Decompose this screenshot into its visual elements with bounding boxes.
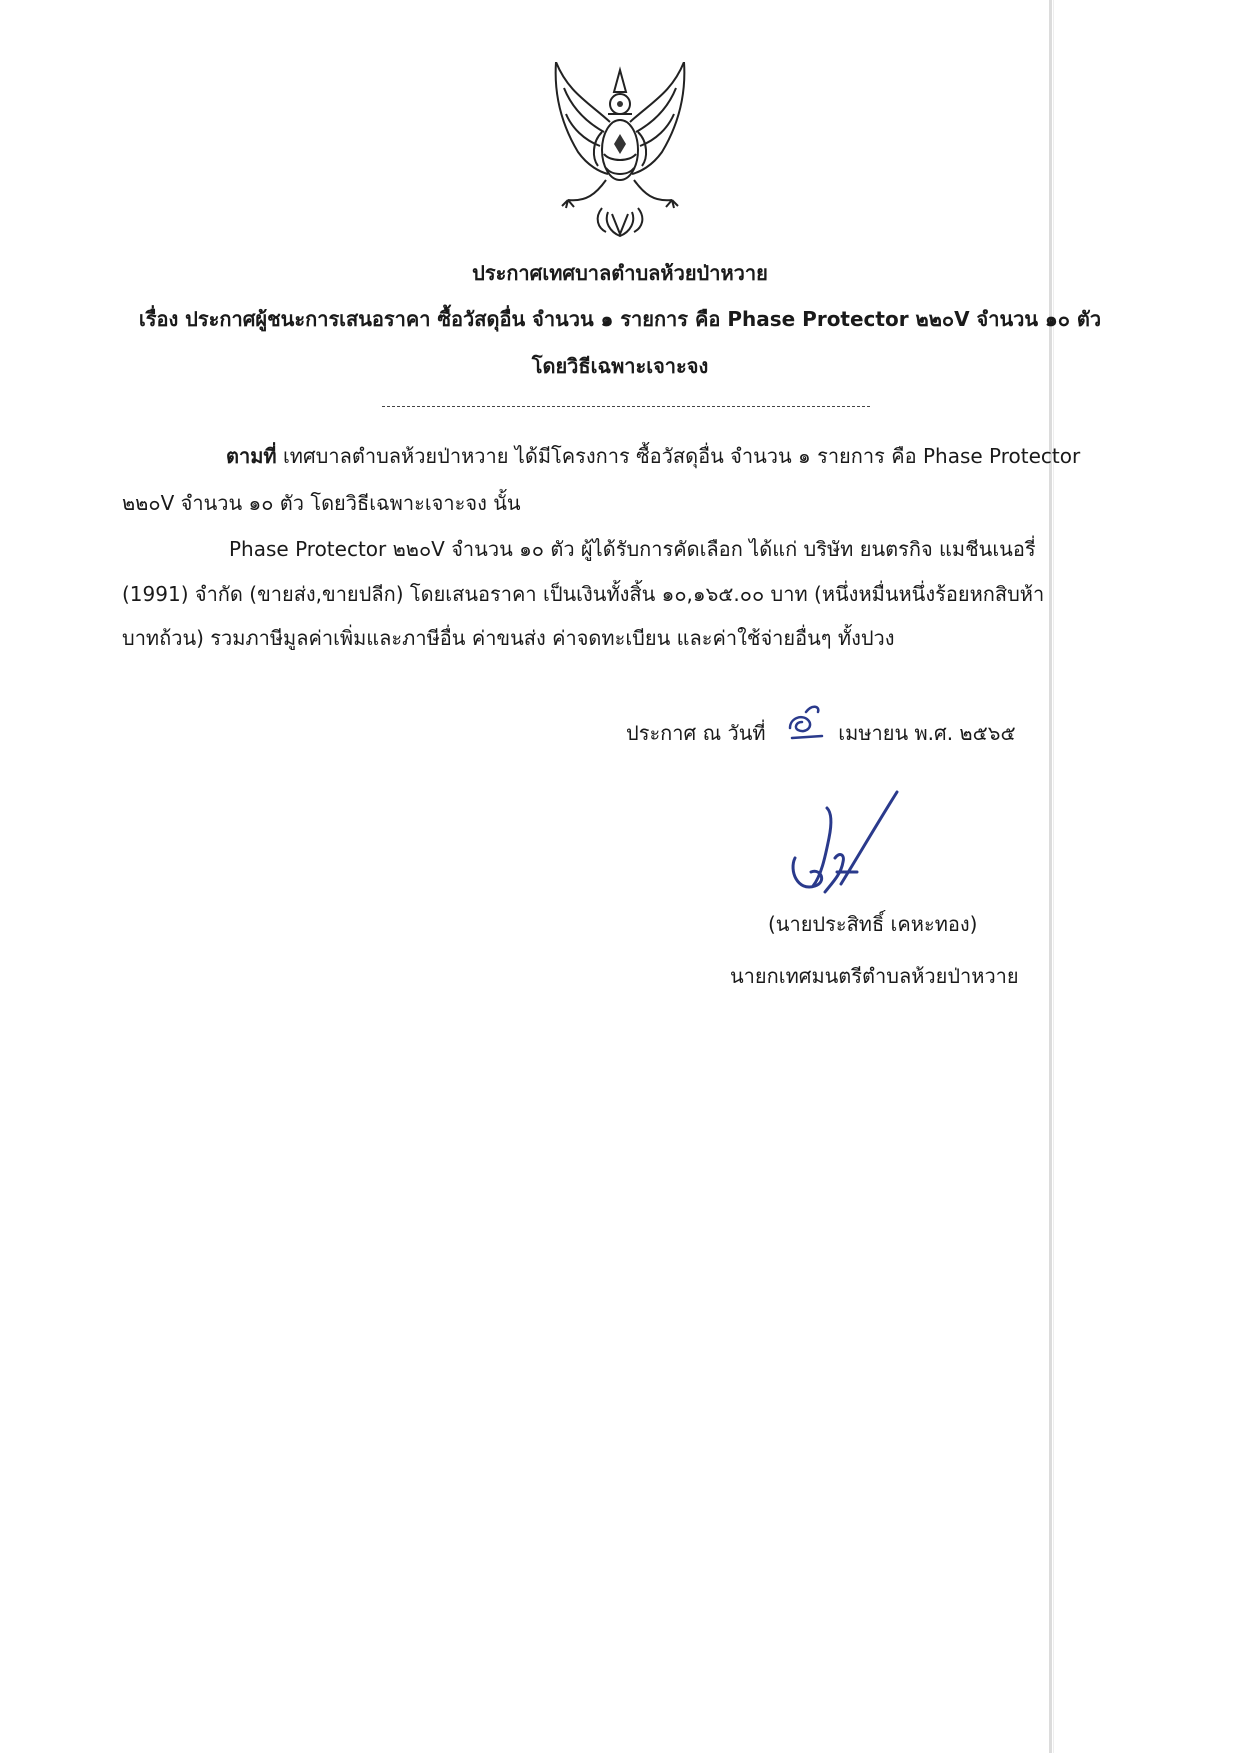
handwritten-signature-icon <box>785 788 905 900</box>
dashed-divider <box>382 406 870 407</box>
handwritten-day-icon <box>784 700 826 742</box>
paragraph-1-line-1 <box>226 440 1080 472</box>
paragraph-1-line-2: ๒๒๐V จำนวน ๑๐ ตัว โดยวิธีเฉพาะเจาะจง นั้น <box>122 491 521 515</box>
signer-position: นายกเทศมนตรีตำบลห้วยป่าหวาย <box>730 964 1019 988</box>
announcement-subject: เรื่อง ประกาศผู้ชนะการเสนอราคา ซื้อวัสดุอื่น จำนวน ๑ รายการ คือ Phase Protector ๒๒๐V จำนวน ๑๐ ตัว <box>138 307 1102 331</box>
announcement-title: ประกาศเทศบาลตำบลห้วยป่าหวาย <box>472 261 768 285</box>
paragraph-2-line-3: บาทถ้วน) รวมภาษีมูลค่าเพิ่มและภาษีอื่น ค่าขนส่ง ค่าจดทะเบียน และค่าใช้จ่ายอื่นๆ ทั้งปวง <box>122 626 895 650</box>
paragraph-2-line-2: (1991) จำกัด (ขายส่ง,ขายปลีก) โดยเสนอราคา เป็นเงินทั้งสิ้น ๑๐,๑๖๕.๐๐ บาท (หนึ่งหมื่นหนึ่งร้อยหกสิบห้า <box>122 582 1045 606</box>
announcement-subject-line2: โดยวิธีเฉพาะเจาะจง <box>531 354 709 378</box>
paragraph-1-line-1-text: เทศบาลตำบลห้วยป่าหวาย ได้มีโครงการ ซื้อวัสดุอื่น จำนวน ๑ รายการ คือ Phase Protector <box>276 444 1081 468</box>
signer-name: (นายประสิทธิ์ เคหะทอง) <box>768 912 978 936</box>
date-suffix: เมษายน พ.ศ. ๒๕๖๕ <box>838 721 1016 745</box>
date-prefix: ประกาศ ณ วันที่ <box>626 721 766 745</box>
paragraph-1-lead: ตามที่ <box>226 444 277 468</box>
garuda-emblem-icon <box>548 62 692 238</box>
paragraph-2-line-1: Phase Protector ๒๒๐V จำนวน ๑๐ ตัว ผู้ได้รับการคัดเลือก ได้แก่ บริษัท ยนตรกิจ แมชีนเนอรี่ <box>229 537 1036 561</box>
